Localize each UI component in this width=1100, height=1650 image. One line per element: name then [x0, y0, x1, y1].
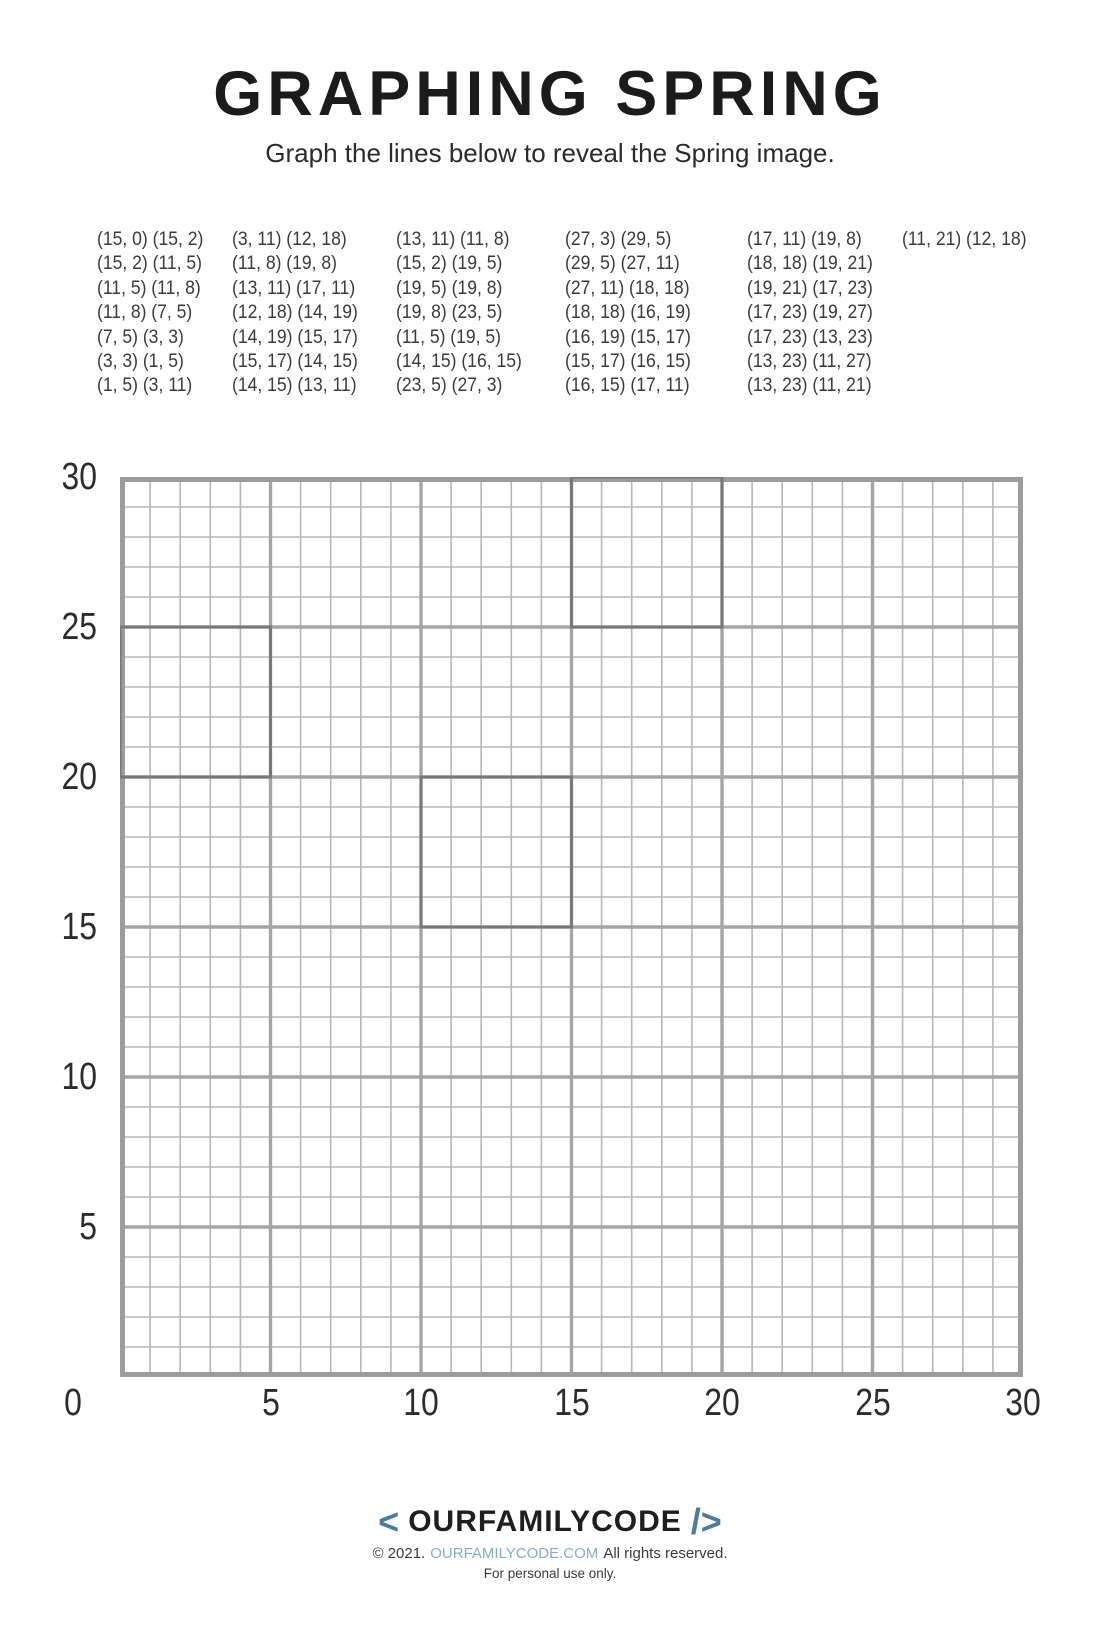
copyright-link[interactable]: OURFAMILYCODE.COM: [430, 1545, 599, 1562]
coordinate-pair-line: (23, 5) (27, 3): [396, 374, 503, 397]
x-axis-tick-label: 0: [64, 1382, 82, 1424]
grid-svg: [120, 477, 1023, 1377]
coordinate-pair-line: (1, 5) (3, 11): [97, 374, 193, 397]
coordinate-pair-line: (11, 8) (19, 8): [232, 252, 338, 275]
coordinate-pair-line: (15, 2) (11, 5): [97, 252, 203, 275]
y-axis-tick-label: 25: [61, 606, 97, 648]
y-axis-tick-label: 20: [61, 756, 97, 798]
y-axis-tick-label: 5: [79, 1206, 97, 1248]
coordinate-pair-line: (14, 15) (13, 11): [232, 374, 357, 397]
logo-text: OURFAMILYCODE: [408, 1505, 682, 1538]
coordinate-pair-line: (13, 11) (17, 11): [232, 276, 356, 299]
logo-right-bracket-icon: />: [690, 1501, 722, 1542]
coordinate-column-5: [747, 227, 873, 398]
coordinate-pair-line: (15, 17) (14, 15): [232, 350, 358, 373]
coordinate-pair-line: (19, 5) (19, 8): [396, 276, 503, 299]
x-axis-tick-label: 10: [403, 1382, 439, 1424]
y-axis-tick-label: 15: [61, 906, 97, 948]
logo-left-bracket-icon: <: [378, 1501, 400, 1542]
coordinate-pair-line: (13, 11) (11, 8): [396, 228, 510, 250]
coordinate-pair-line: (12, 18) (14, 19): [232, 301, 358, 324]
coordinate-pair-line: (18, 18) (19, 21): [747, 252, 873, 275]
worksheet-title: GRAPHING SPRING: [213, 59, 887, 129]
coordinate-column-1: [97, 227, 203, 398]
coordinate-pair-line: (13, 23) (11, 27): [747, 350, 872, 373]
grid-highlight-block: [120, 627, 271, 777]
coordinate-pair-line: (14, 19) (15, 17): [232, 325, 358, 348]
coordinate-column-4: [565, 227, 691, 398]
coordinate-pair-line: (16, 15) (17, 11): [565, 374, 690, 397]
graph-grid: [120, 477, 1023, 1377]
x-axis-tick-label: 15: [553, 1382, 590, 1424]
worksheet-subtitle: Graph the lines below to reveal the Spring image.: [265, 138, 835, 168]
x-axis-tick-label: 30: [1005, 1382, 1041, 1424]
x-axis-tick-label: 5: [261, 1382, 280, 1424]
coordinate-pair-line: (17, 11) (19, 8): [747, 228, 862, 250]
coordinate-column-3: [396, 227, 522, 398]
coordinate-pair-line: (3, 3) (1, 5): [97, 350, 184, 373]
coordinate-pair-line: (27, 3) (29, 5): [565, 228, 672, 250]
copyright-line: [0, 1545, 1100, 1562]
copyright-suffix: All rights reserved.: [603, 1545, 728, 1562]
coordinate-column-6: [902, 227, 1027, 251]
y-axis-tick-label: 30: [61, 456, 97, 498]
copyright-prefix: © 2021.: [372, 1545, 426, 1562]
coordinate-pair-line: (11, 5) (19, 5): [396, 325, 502, 348]
coordinate-pair-line: (11, 8) (7, 5): [97, 301, 193, 324]
coordinate-pair-line: (11, 21) (12, 18): [902, 228, 1027, 250]
coordinate-pair-line: (17, 23) (13, 23): [747, 325, 873, 348]
coordinate-pair-line: (13, 23) (11, 21): [747, 374, 872, 397]
footer-logo: [0, 1501, 1100, 1542]
coordinate-pair-line: (11, 5) (11, 8): [97, 276, 201, 299]
coordinate-pair-line: (15, 0) (15, 2): [97, 228, 204, 250]
coordinate-pair-line: (29, 5) (27, 11): [565, 252, 680, 275]
x-axis-tick-label: 20: [704, 1382, 740, 1424]
coordinate-pair-line: (3, 11) (12, 18): [232, 228, 347, 250]
grid-highlight-block: [421, 777, 572, 927]
coordinate-pair-line: (19, 8) (23, 5): [396, 301, 503, 324]
coordinate-pair-line: (18, 18) (16, 19): [565, 301, 691, 324]
coordinate-pair-line: (7, 5) (3, 3): [97, 325, 184, 348]
coordinate-pair-line: (16, 19) (15, 17): [565, 325, 691, 348]
coordinate-pair-line: (19, 21) (17, 23): [747, 276, 873, 299]
personal-use-note: For personal use only.: [483, 1566, 617, 1581]
coordinate-pair-line: (15, 17) (16, 15): [565, 350, 691, 373]
coordinate-pair-line: (27, 11) (18, 18): [565, 276, 690, 299]
coordinate-column-2: [232, 227, 358, 398]
grid-highlight-block: [572, 477, 723, 627]
coordinate-pair-line: (15, 2) (19, 5): [396, 252, 503, 275]
x-axis-tick-label: 25: [854, 1382, 891, 1424]
coordinate-pair-line: (14, 15) (16, 15): [396, 350, 522, 373]
coordinate-pair-line: (17, 23) (19, 27): [747, 301, 873, 324]
y-axis-tick-label: 10: [61, 1056, 97, 1098]
